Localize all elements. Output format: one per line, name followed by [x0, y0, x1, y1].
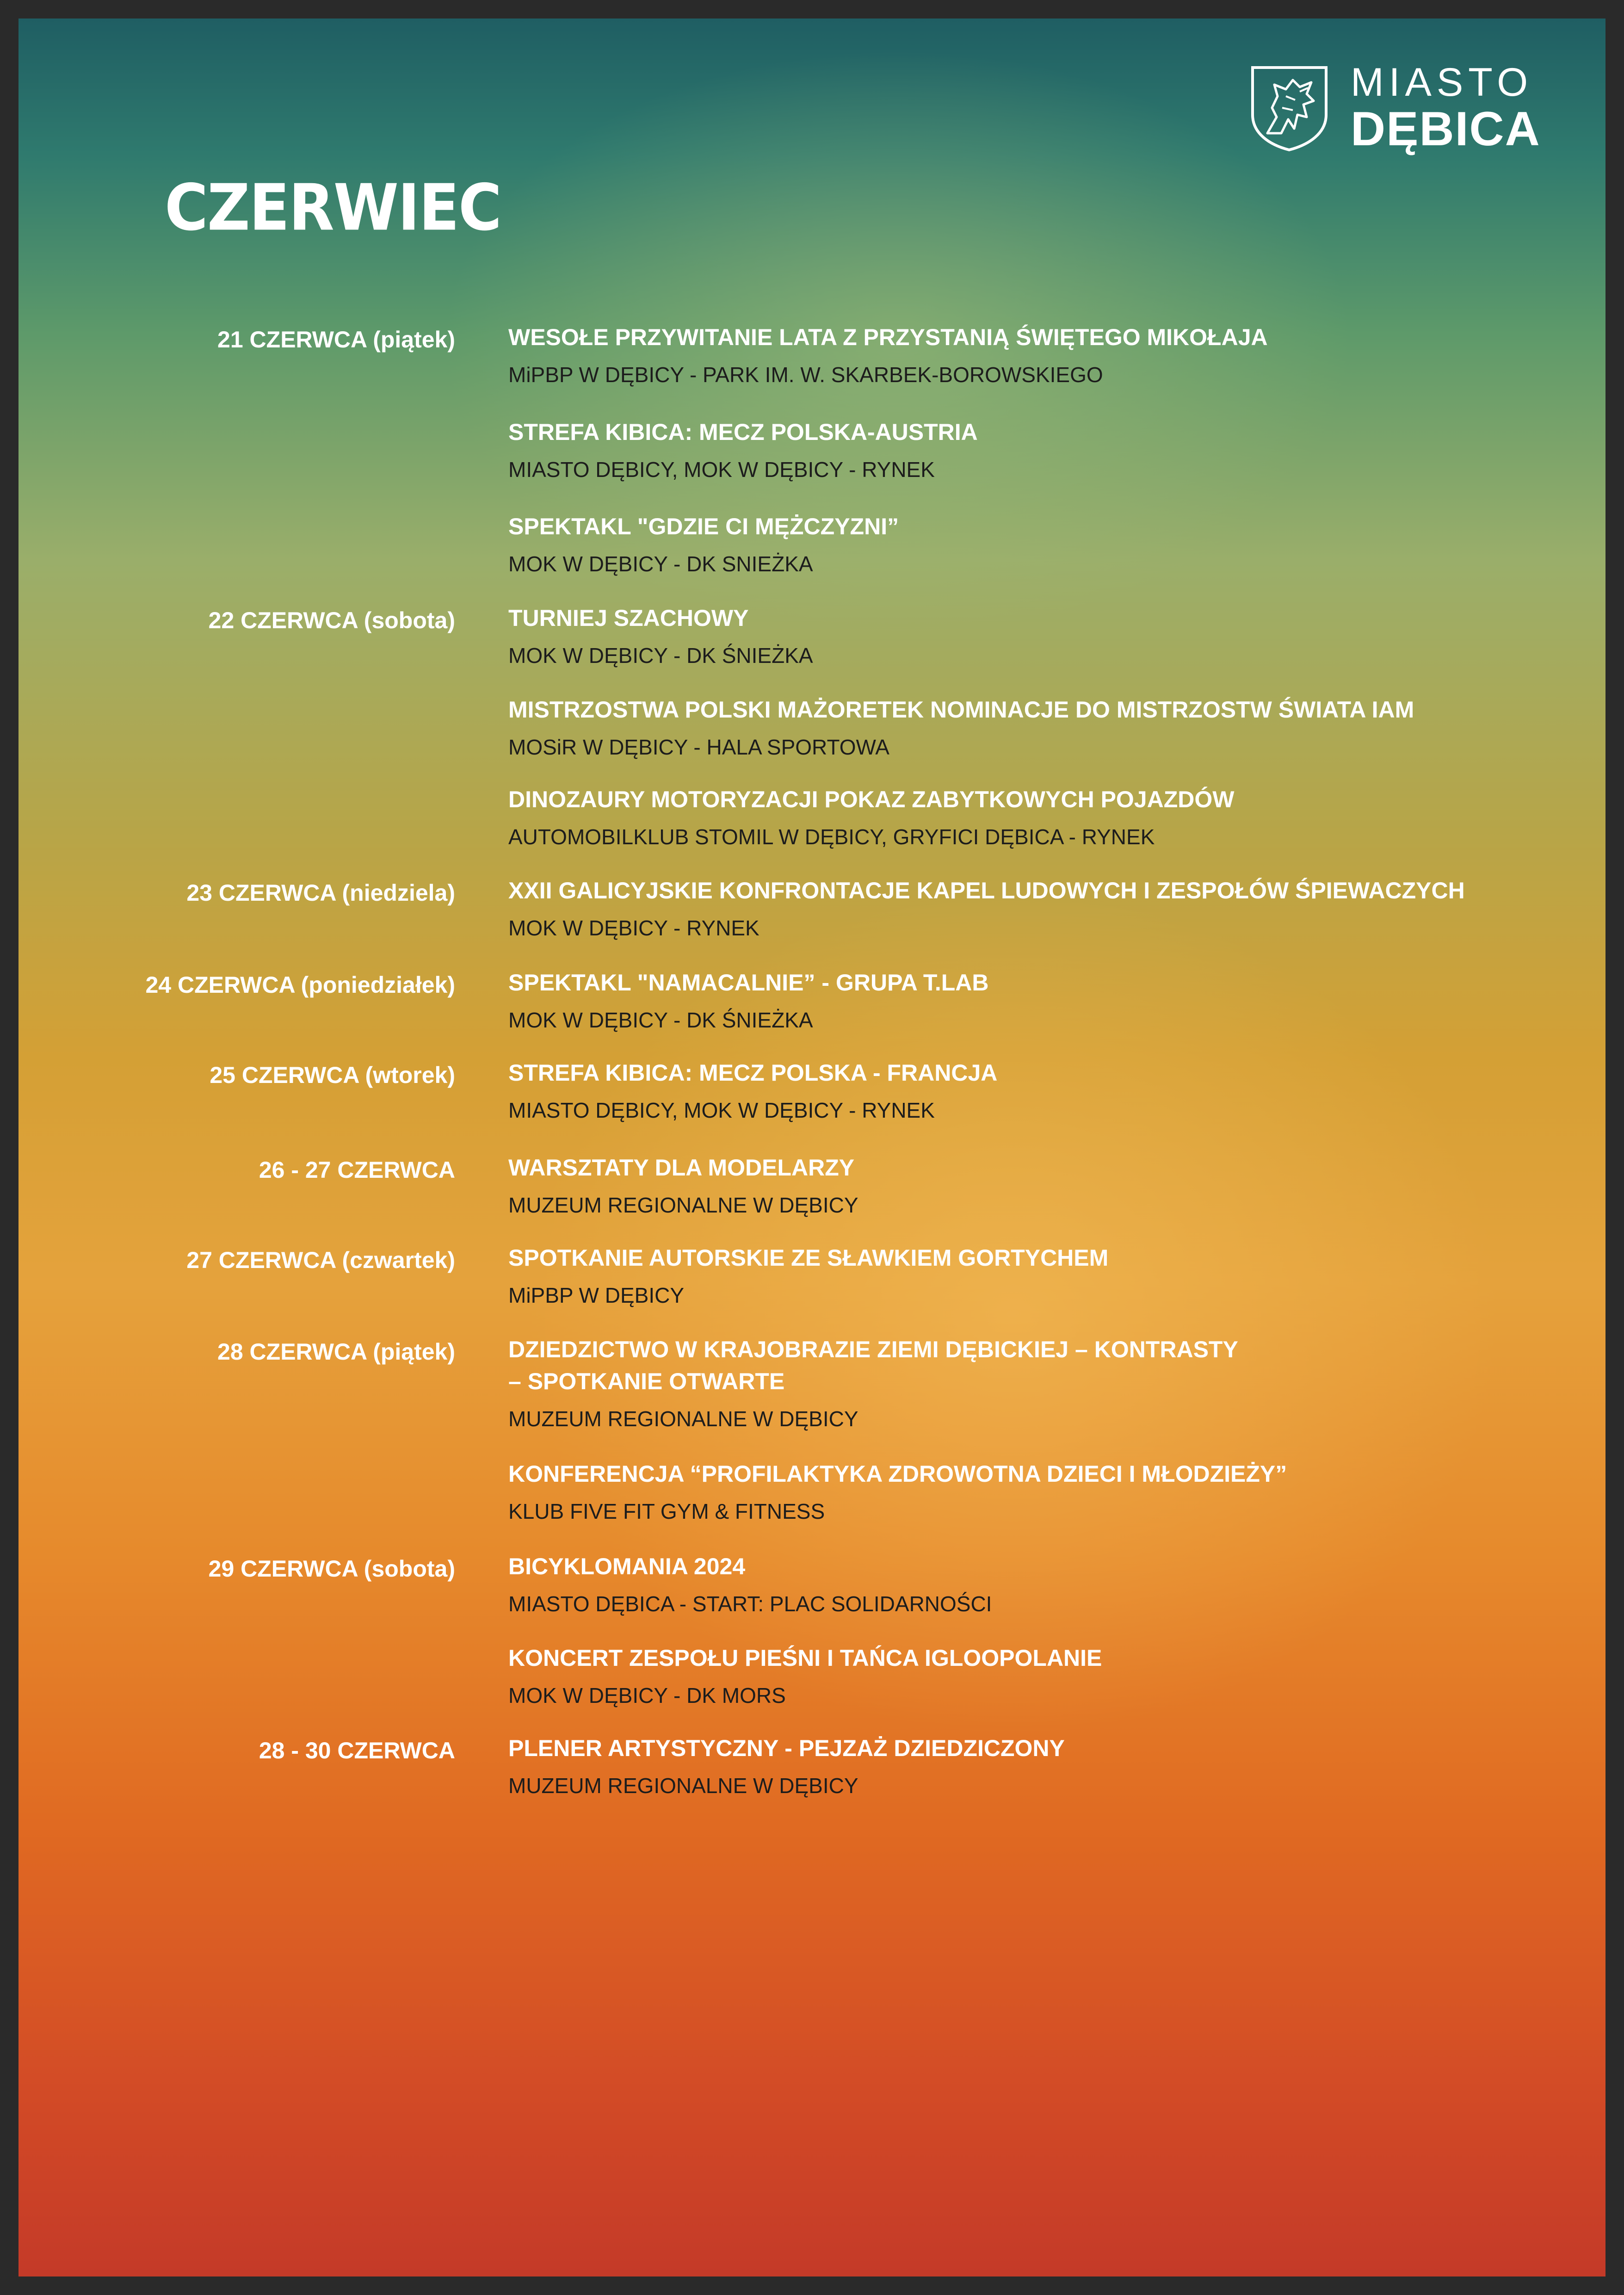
event-title: WARSZTATY DLA MODELARZY — [508, 1155, 855, 1181]
event-venue: MOK W DĘBICY - DK ŚNIEŻKA — [508, 1008, 813, 1032]
month-title: CZERWIEC — [165, 171, 501, 245]
city-logo — [1249, 60, 1541, 156]
event-title: STREFA KIBICA: MECZ POLSKA - FRANCJA — [508, 1060, 998, 1086]
event-title-line2: – SPOTKANIE OTWARTE — [508, 1368, 785, 1394]
event-title: MISTRZOSTWA POLSKI MAŻORETEK NOMINACJE DO MISTRZOSTW ŚWIATA IAM — [508, 697, 1414, 723]
event-title: SPEKTAKL "GDZIE CI MĘŻCZYZNI” — [508, 513, 899, 539]
date-label: 28 - 30 CZERWCA — [259, 1738, 455, 1763]
date-label: 22 CZERWCA (sobota) — [208, 607, 455, 633]
event-title: SPEKTAKL "NAMACALNIE” - GRUPA T.LAB — [508, 970, 989, 996]
event-venue: MiPBP W DĘBICY — [508, 1283, 684, 1307]
event-title: WESOŁE PRZYWITANIE LATA Z PRZYSTANIĄ ŚWIĘTEGO MIKOŁAJA — [508, 324, 1268, 350]
event-title: XXII GALICYJSKIE KONFRONTACJE KAPEL LUDOWYCH I ZESPOŁÓW ŚPIEWACZYCH — [508, 878, 1465, 903]
event-title-line1: DZIEDZICTWO W KRAJOBRAZIE ZIEMI DĘBICKIEJ – KONTRASTY — [508, 1336, 1238, 1362]
event-title: BICYKLOMANIA 2024 — [508, 1553, 746, 1579]
event-title: KONFERENCJA “PROFILAKTYKA ZDROWOTNA DZIECI I MŁODZIEŻY” — [508, 1461, 1287, 1487]
date-label: 28 CZERWCA (piątek) — [217, 1339, 455, 1365]
event-venue: MIASTO DĘBICY, MOK W DĘBICY - RYNEK — [508, 1098, 935, 1122]
event-venue: MUZEUM REGIONALNE W DĘBICY — [508, 1193, 858, 1217]
event-venue: MOSiR W DĘBICY - HALA SPORTOWA — [508, 735, 889, 759]
event-title: SPOTKANIE AUTORSKIE ZE SŁAWKIEM GORTYCHEM — [508, 1245, 1109, 1271]
date-label: 25 CZERWCA (wtorek) — [210, 1062, 455, 1088]
poster — [19, 19, 1605, 2276]
event-venue: KLUB FIVE FIT GYM & FITNESS — [508, 1499, 825, 1523]
event-title: DINOZAURY MOTORYZACJI POKAZ ZABYTKOWYCH POJAZDÓW — [508, 786, 1235, 812]
event-venue: MiPBP W DĘBICY - PARK IM. W. SKARBEK-BOROWSKIEGO — [508, 363, 1103, 387]
event-venue: MIASTO DĘBICY, MOK W DĘBICY - RYNEK — [508, 458, 935, 482]
event-title: KONCERT ZESPOŁU PIEŚNI I TAŃCA IGLOOPOLANIE — [508, 1645, 1102, 1671]
event-venue: MUZEUM REGIONALNE W DĘBICY — [508, 1774, 858, 1798]
date-label: 21 CZERWCA (piątek) — [217, 327, 455, 353]
logo-line-miasto: MIASTO — [1351, 60, 1533, 105]
date-label: 27 CZERWCA (czwartek) — [186, 1247, 455, 1273]
griffin-crest-icon — [1249, 64, 1330, 152]
event-venue: MOK W DĘBICY - DK MORS — [508, 1683, 786, 1707]
date-label: 26 - 27 CZERWCA — [259, 1157, 455, 1183]
event-title: STREFA KIBICA: MECZ POLSKA-AUSTRIA — [508, 419, 978, 445]
event-venue: MOK W DĘBICY - DK SNIEŻKA — [508, 552, 813, 576]
event-venue: AUTOMOBILKLUB STOMIL W DĘBICY, GRYFICI DĘBICA - RYNEK — [508, 825, 1155, 849]
event-venue: MOK W DĘBICY - RYNEK — [508, 916, 760, 940]
date-label: 29 CZERWCA (sobota) — [208, 1556, 455, 1582]
event-venue: MIASTO DĘBICA - START: PLAC SOLIDARNOŚCI — [508, 1592, 992, 1616]
event-venue: MUZEUM REGIONALNE W DĘBICY — [508, 1407, 858, 1431]
date-label: 23 CZERWCA (niedziela) — [186, 880, 455, 906]
event-title: PLENER ARTYSTYCZNY - PEJZAŻ DZIEDZICZONY — [508, 1735, 1065, 1761]
logo-line-debica: DĘBICA — [1351, 102, 1541, 156]
event-title: TURNIEJ SZACHOWY — [508, 605, 749, 631]
event-venue: MOK W DĘBICY - DK ŚNIEŻKA — [508, 643, 813, 668]
date-label: 24 CZERWCA (poniedziałek) — [145, 972, 455, 998]
